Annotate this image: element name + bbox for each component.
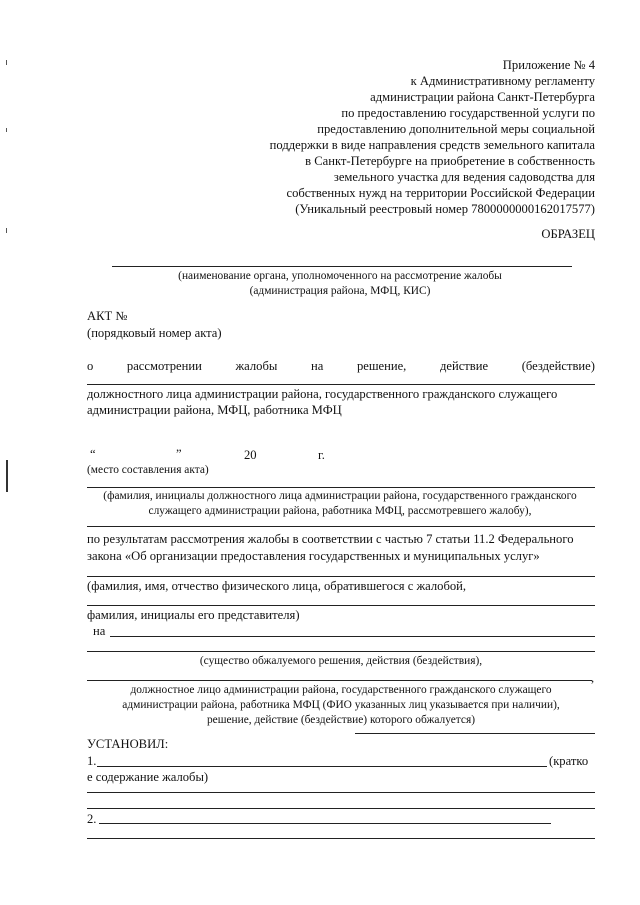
established-line — [87, 838, 595, 839]
established-item-underline — [99, 823, 551, 824]
essence-caption-line: администрации района, работника МФЦ (ФИО указанных лиц указывается при наличии), — [122, 699, 560, 711]
scan-mark — [6, 460, 8, 492]
consideration-word: о — [87, 359, 94, 373]
act-title: АКТ № — [87, 309, 128, 323]
appendix-line: администрации района Санкт-Петербурга — [370, 90, 595, 104]
applicant-on-label: на — [93, 624, 106, 638]
appendix-line: земельного участка для ведения садоводства для — [333, 170, 595, 184]
appendix-line: собственных нужд на территории Российской Федерации — [286, 186, 595, 200]
appendix-line: Приложение № 4 — [502, 58, 595, 72]
date-year-suffix: г. — [318, 448, 325, 462]
consideration-word: действие — [439, 359, 489, 373]
established-title: УСТАНОВИЛ: — [87, 737, 169, 751]
established-line — [87, 792, 595, 793]
essence-caption-line: (существо обжалуемого решения, действия (бездействия), — [199, 655, 483, 667]
established-item-number: 1. — [87, 754, 97, 768]
consideration-word: рассмотрении — [126, 359, 202, 373]
organ-underline — [112, 266, 572, 267]
scan-mark — [6, 228, 7, 233]
established-item-underline — [97, 766, 547, 767]
organ-caption-line: (наименование органа, уполномоченного на рассмотрение жалобы — [178, 270, 502, 282]
essence-caption-line: решение, действие (бездействие) которого обжалуется) — [206, 714, 476, 726]
scan-mark — [6, 60, 7, 65]
consideration-line: должностного лица администрации района, государственного гражданского служащего — [87, 387, 558, 401]
applicant-underline — [87, 576, 595, 577]
results-line: закона «Об организации предоставления государственных и муниципальных услуг» — [87, 549, 540, 563]
official-caption-line: служащего администрации района, работника МФЦ, рассмотревшего жалобу), — [148, 505, 532, 517]
consideration-word: на — [310, 359, 324, 373]
appendix-line: (Уникальный реестровый номер 7800000000162017577) — [295, 202, 595, 216]
organ-caption — [90, 269, 590, 299]
established-item-continuation: е содержание жалобы) — [87, 770, 209, 784]
results-underline — [87, 526, 595, 527]
consideration-word: решение, — [356, 359, 407, 373]
appendix-line: по предоставлению государственной услуги по — [341, 106, 595, 120]
organ-caption-line: (администрация района, МФЦ, КИС) — [249, 285, 431, 297]
results-line: по результатам рассмотрения жалобы в соответствии с частью 7 статьи 11.2 Федерального — [87, 532, 574, 546]
consideration-word: (бездействие) — [521, 359, 595, 373]
sample-label: ОБРАЗЕЦ — [541, 227, 595, 241]
official-caption-line: (фамилия, инициалы должностного лица администрации района, государственного гражданского — [103, 490, 577, 502]
scan-mark — [6, 128, 7, 132]
appendix-line: поддержки в виде направления средств земельного капитала — [269, 138, 595, 152]
essence-caption-line: должностное лицо администрации района, государственного гражданского служащего — [130, 684, 552, 696]
date-place-caption: (место составления акта) — [87, 464, 209, 476]
essence-comma: , — [591, 671, 595, 685]
consideration-underline — [87, 384, 595, 385]
consideration-word: жалобы — [235, 359, 278, 373]
date-quote-close: ” — [176, 447, 182, 461]
official-underline — [87, 487, 595, 488]
appendix-line: предоставлению дополнительной меры социальной — [317, 122, 595, 136]
appendix-line: к Административному регламенту — [410, 74, 595, 88]
date-quote-open: “ — [90, 447, 96, 461]
official-caption — [80, 489, 600, 519]
applicant-caption-line: (фамилия, имя, отчество физического лица, обратившегося с жалобой, — [87, 579, 467, 593]
applicant-on-underline — [110, 636, 595, 637]
established-item-tail: (кратко — [549, 754, 589, 768]
act-subtitle: (порядковый номер акта) — [87, 326, 222, 340]
date-year: 20 — [244, 448, 257, 462]
established-line — [87, 808, 595, 809]
consideration-heading — [87, 358, 595, 374]
appendix-block — [200, 57, 595, 217]
essence-caption — [87, 683, 595, 728]
applicant-underline — [87, 605, 595, 606]
established-item-number: 2. — [87, 812, 97, 826]
essence-underline — [87, 680, 592, 681]
applicant-caption-line: фамилия, инициалы его представителя) — [87, 608, 300, 622]
established-top-line — [355, 733, 595, 734]
consideration-line: администрации района, МФЦ, работника МФЦ — [87, 403, 342, 417]
appendix-line: в Санкт-Петербурге на приобретение в собственность — [305, 154, 595, 168]
essence-underline — [87, 651, 595, 652]
